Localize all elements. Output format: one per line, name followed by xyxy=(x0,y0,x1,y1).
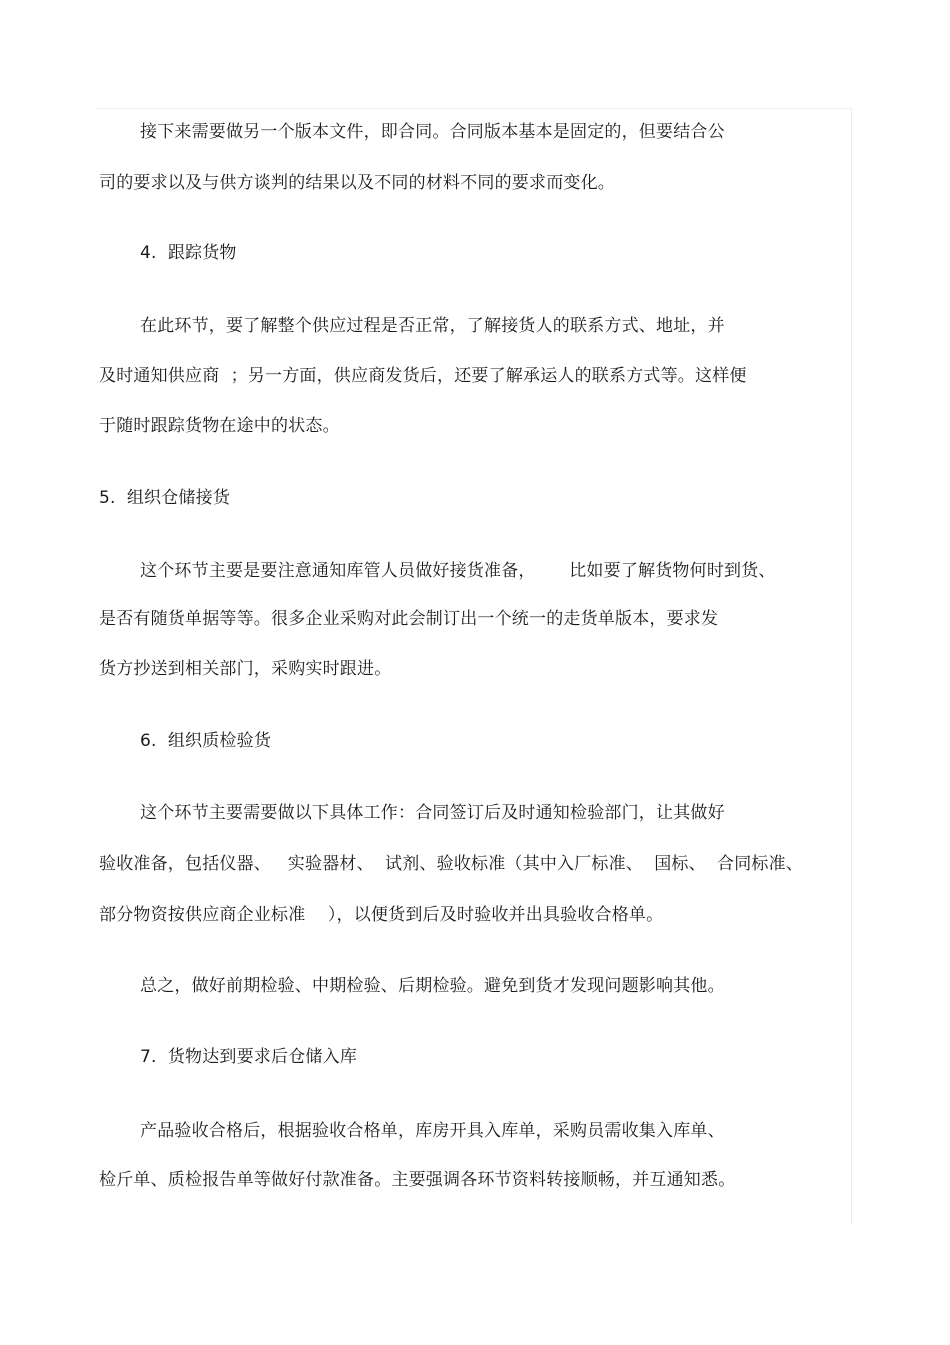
paragraph-line: 在此环节，要了解整个供应过程是否正常，了解接货人的联系方式、地址，并 xyxy=(140,316,725,336)
section-heading: 5. 组织仓储接货 xyxy=(99,488,231,508)
paragraph-line: 司的要求以及与供方谈判的结果以及不同的材料不同的要求而变化。 xyxy=(99,173,615,193)
section-heading: 4. 跟踪货物 xyxy=(140,243,237,263)
paragraph-line: 货方抄送到相关部门，采购实时跟进。 xyxy=(99,659,392,679)
paragraph-line: 于随时跟踪货物在途中的状态。 xyxy=(99,416,340,436)
paragraph-line: 验收准备，包括仪器、 实验器材、 试剂、验收标准（其中入厂标准、 国标、 合同标准、 xyxy=(99,854,804,874)
page-border-top xyxy=(97,108,852,109)
paragraph-line: 检斤单、质检报告单等做好付款准备。主要强调各环节资料转接顺畅，并互通知悉。 xyxy=(99,1170,736,1190)
paragraph-line: 总之，做好前期检验、中期检验、后期检验。避免到货才发现问题影响其他。 xyxy=(140,976,725,996)
paragraph-line: 这个环节主要需要做以下具体工作：合同签订后及时通知检验部门，让其做好 xyxy=(140,803,725,823)
paragraph-line: 这个环节主要是要注意通知库管人员做好接货准备， 比如要了解货物何时到货、 xyxy=(140,561,776,581)
paragraph-line: 部分物资按供应商企业标准 ），以便货到后及时验收并出具验收合格单。 xyxy=(99,905,664,925)
paragraph-line: 接下来需要做另一个版本文件，即合同。合同版本基本是固定的，但要结合公 xyxy=(140,122,725,142)
section-heading: 7. 货物达到要求后仓储入库 xyxy=(140,1047,358,1067)
paragraph-line: 是否有随货单据等等。很多企业采购对此会制订出一个统一的走货单版本，要求发 xyxy=(99,609,719,629)
page-border-right xyxy=(851,108,852,1225)
paragraph-line: 产品验收合格后，根据验收合格单，库房开具入库单，采购员需收集入库单、 xyxy=(140,1121,725,1141)
section-heading: 6. 组织质检验货 xyxy=(140,731,272,751)
paragraph-line: 及时通知供应商 ；另一方面，供应商发货后，还要了解承运人的联系方式等。这样便 xyxy=(99,366,747,386)
